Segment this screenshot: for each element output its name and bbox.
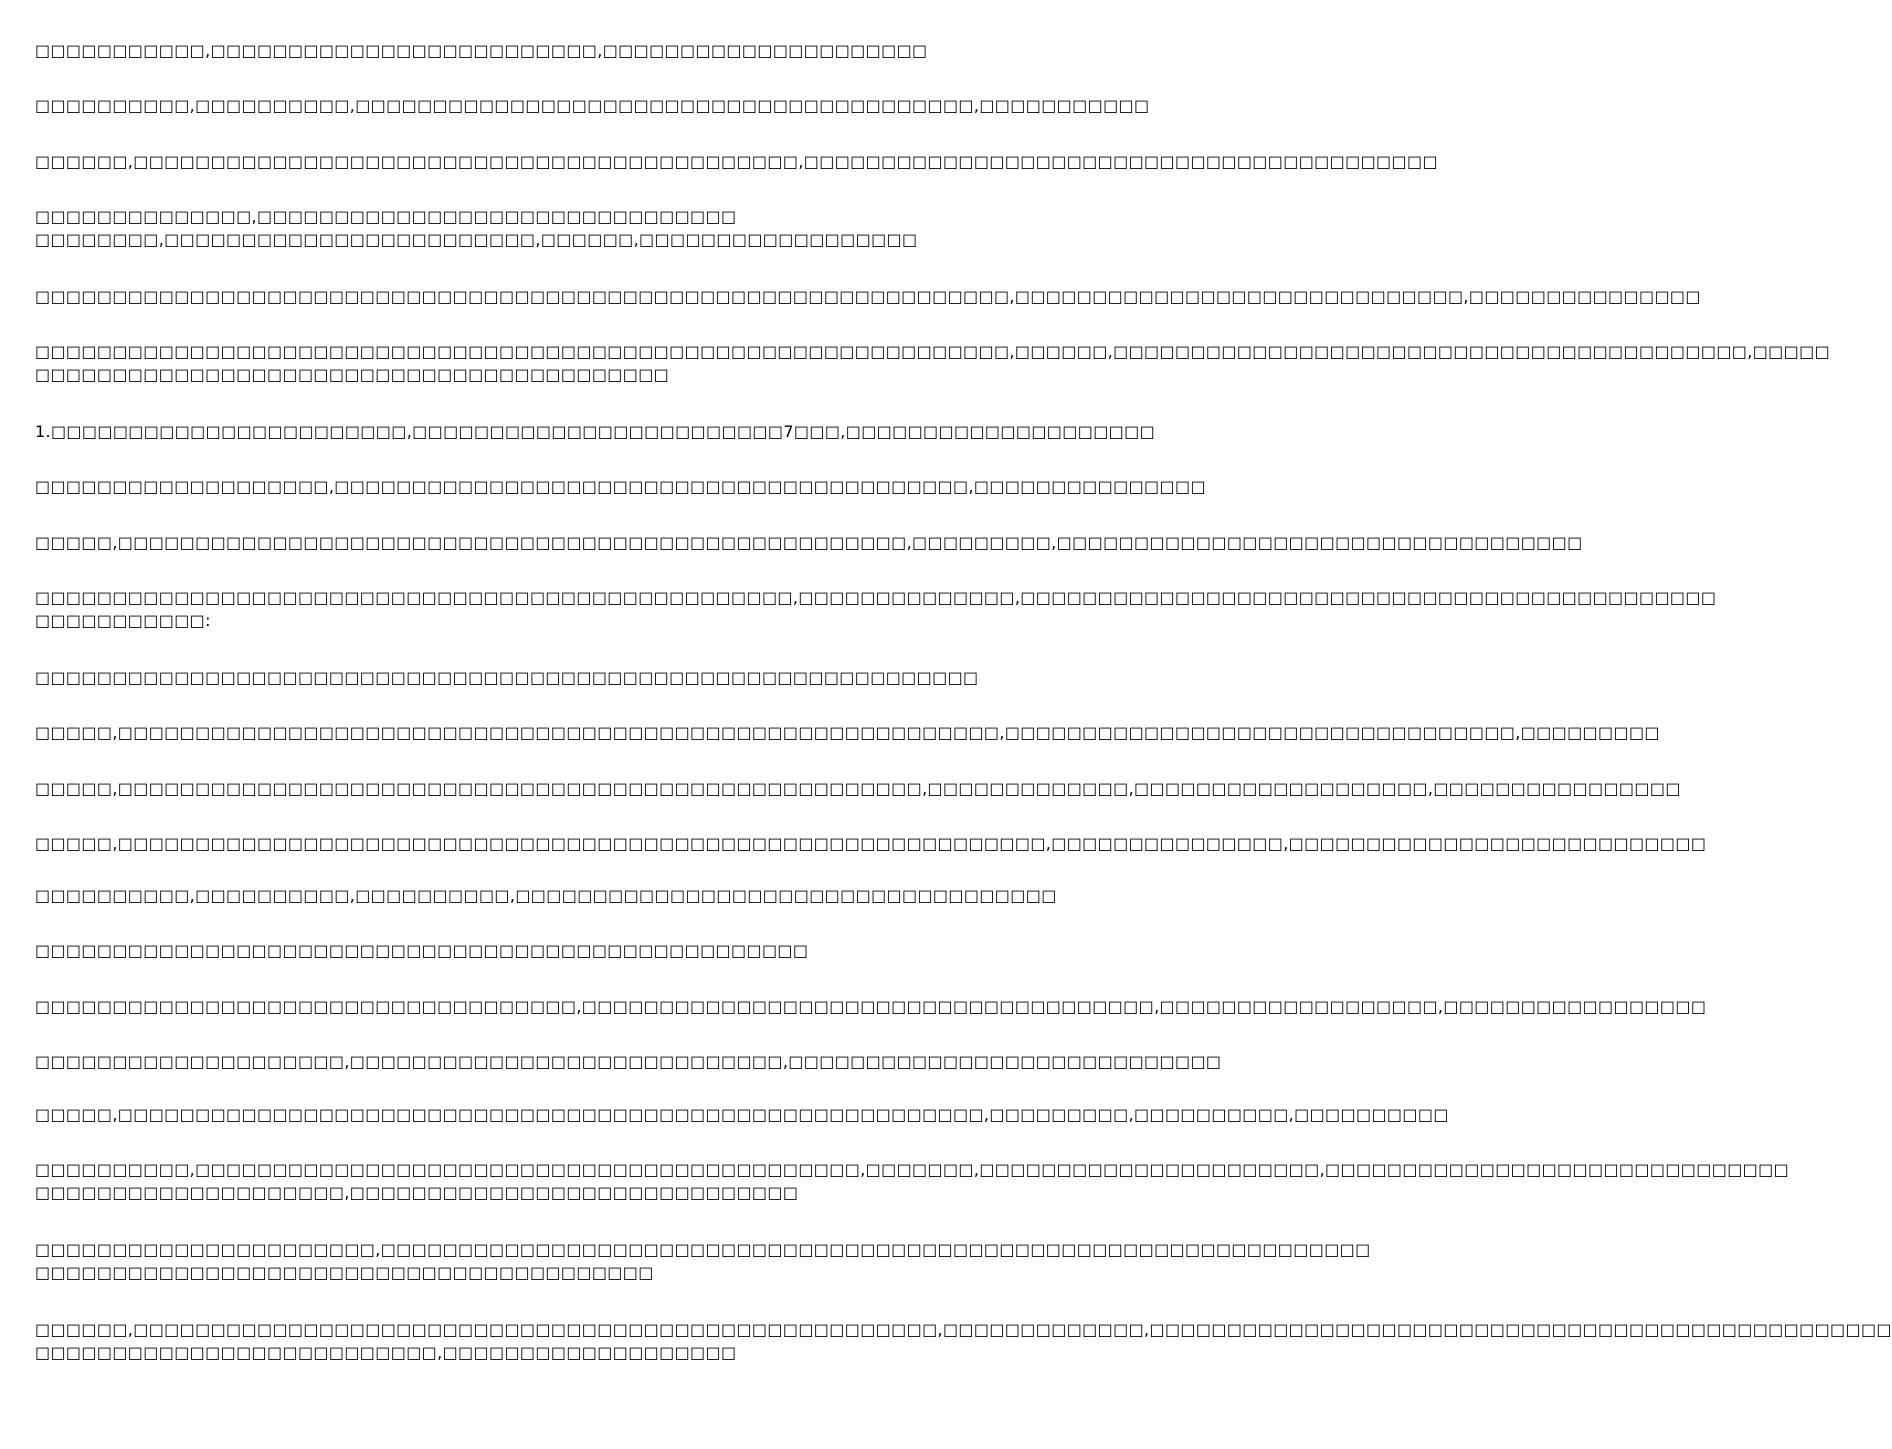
paragraph-line: □□□□□□□□□□□□□□□□□□□□□□□□□□□□□□□□□□□□□□□□□ bbox=[35, 365, 670, 384]
paragraph bbox=[35, 285, 1701, 308]
paragraph bbox=[35, 150, 1438, 173]
paragraph-line: □□□□□□□□□□□□□□□□□□□□□□□□□□□□□□□□□□□,□□□□□□□□□□□□□□□□□□□□□□□□□□□□□□□□□□□□□,□□□□□□□□□□□□□□□□□□,□□□□□□□□□□□□□□□□□ bbox=[35, 997, 1707, 1016]
paragraph-line: □□□□□,□□□□□□□□□□□□□□□□□□□□□□□□□□□□□□□□□□□□□□□□□□□□□□□□□□□□□□□□,□□□□□□□□□,□□□□□□□□□□,□□□□□□□□□□ bbox=[35, 1105, 1449, 1124]
paragraph bbox=[35, 94, 1150, 117]
paragraph bbox=[35, 939, 990, 962]
paragraph-line: □□□□□□□□□□□□□□□□□□□□□□□□□□□□□□□□□□□□□□□□□□□□□□□□□□□□□□□□□□□□□ bbox=[35, 668, 979, 687]
paragraph-line: □□□□□□□□□□,□□□□□□□□□□,□□□□□□□□□□□□□□□□□□□□□□□□□□□□□□□□□□□□□□□□,□□□□□□□□□□□ bbox=[35, 96, 1150, 115]
paragraph-line: □□□□□□□□□□□□□□□□□□□□,□□□□□□□□□□□□□□□□□□□□□□□□□□□□□ bbox=[35, 1183, 799, 1202]
paragraph bbox=[35, 777, 1681, 800]
paragraph-line: □□□□□□□□□□□□□□□□□□□□□□,□□□□□□□□□□□□□□□□□□□□□□□□□□□□□□□□□□□□□□□□□□□□□□□□□□□□□□□□□□□□□□□□ bbox=[35, 1240, 1371, 1259]
paragraph bbox=[35, 420, 1156, 443]
paragraph-line: □□□□□□□□□□□,□□□□□□□□□□□□□□□□□□□□□□□□□,□□□□□□□□□□□□□□□□□□□□□ bbox=[35, 41, 928, 60]
paragraph-line: □□□□□□,□□□□□□□□□□□□□□□□□□□□□□□□□□□□□□□□□□□□□□□□□□□,□□□□□□□□□□□□□□□□□□□□□□□□□□□□□□□□□□□□□□□□□ bbox=[35, 152, 1438, 171]
paragraph-line: □□□□□□□□□□□□□□,□□□□□□□□□□□□□□□□□□□□□□□□□□□□□□□ bbox=[35, 207, 737, 226]
paragraph-line: □□□□□□□□□□,□□□□□□□□□□□□□□□□□□□□□□□□□□□□□□□□□□□□□□□□□□□,□□□□□□□,□□□□□□□□□□□□□□□□□□□□□□,□□□□□□□□□□□□□□□□□□□□□□□□□□□□□□ bbox=[35, 1160, 1790, 1179]
paragraph bbox=[35, 39, 990, 62]
paragraph-line: □□□□□□□□□□□□□□□□□□□□□□□□□□,□□□□□□□□□□□□□□□□□□□ bbox=[35, 1343, 737, 1362]
paragraph-line: □□□□□□□□□□□: bbox=[35, 611, 211, 630]
paragraph-line: □□□□□□□□□□□□□□□□□□□□□□□□□□□□□□□□□□□□□□□□□□□□□□□□□□ bbox=[35, 941, 809, 960]
paragraph bbox=[35, 721, 1660, 744]
paragraph bbox=[35, 205, 990, 251]
paragraph-line: □□□□□□,□□□□□□□□□□□□□□□□□□□□□□□□□□□□□□□□□□□□□□□□□□□□□□□□□□□□,□□□□□□□□□□□□□,□□□□□□□□□□□□□□□□□□□□□□□□□□□□□□□□□□□□□□□□□□□□□□□□ bbox=[35, 1320, 1892, 1339]
paragraph bbox=[35, 995, 1707, 1018]
paragraph-line: □□□□□□□□□□,□□□□□□□□□□,□□□□□□□□□□,□□□□□□□□□□□□□□□□□□□□□□□□□□□□□□□□□□□ bbox=[35, 886, 1057, 905]
paragraph bbox=[35, 531, 1583, 554]
paragraph-line: □□□□□□□□□□□□□□□□□□□□□□□□□□□□□□□□□□□□□□□□□□□□□□□□□□□□□□□□□□□□□□□,□□□□□□,□□□□□□□□□□□□□□□□□□□□□□□□□□□□□□□□□□□□□□□□□,□□□□□ bbox=[35, 342, 1831, 361]
paragraph bbox=[35, 1050, 1222, 1073]
paragraph-line: □□□□□,□□□□□□□□□□□□□□□□□□□□□□□□□□□□□□□□□□□□□□□□□□□□□□□□□□□□□□□□□,□□□□□□□□□□□□□□□□□□□□□□□□□□□□□□□□□,□□□□□□□□□ bbox=[35, 723, 1660, 742]
paragraph-line: □□□□□□□□□□□□□□□□□□□,□□□□□□□□□□□□□□□□□□□□□□□□□□□□□□□□□□□□□□□□□,□□□□□□□□□□□□□□□ bbox=[35, 477, 1206, 496]
paragraph-line: □□□□□,□□□□□□□□□□□□□□□□□□□□□□□□□□□□□□□□□□□□□□□□□□□□□□□□□□□□,□□□□□□□□□□□□□,□□□□□□□□□□□□□□□□□□□,□□□□□□□□□□□□□□□□ bbox=[35, 779, 1681, 798]
paragraph-line: 1.□□□□□□□□□□□□□□□□□□□□□□□,□□□□□□□□□□□□□□□□□□□□□□□□7□□□,□□□□□□□□□□□□□□□□□□□□ bbox=[35, 422, 1156, 441]
paragraph-line: □□□□□,□□□□□□□□□□□□□□□□□□□□□□□□□□□□□□□□□□□□□□□□□□□□□□□□□□□,□□□□□□□□□,□□□□□□□□□□□□□□□□□□□□□□□□□□□□□□□□□□ bbox=[35, 533, 1583, 552]
paragraph bbox=[35, 1158, 1790, 1204]
paragraph bbox=[35, 666, 990, 689]
paragraph-line: □□□□□□□□□□□□□□□□□□□□□□□□□□□□□□□□□□□□□□□□□□□□□□□□□□□□□□□□□□□□□□□,□□□□□□□□□□□□□□□□□□□□□□□□□□□□□,□□□□□□□□□□□□□□□ bbox=[35, 287, 1701, 306]
paragraph bbox=[35, 832, 1707, 855]
paragraph-line: □□□□□□□□□□□□□□□□□□□□,□□□□□□□□□□□□□□□□□□□□□□□□□□□□,□□□□□□□□□□□□□□□□□□□□□□□□□□□□ bbox=[35, 1052, 1222, 1071]
paragraph bbox=[35, 1238, 1371, 1284]
paragraph-line: □□□□□,□□□□□□□□□□□□□□□□□□□□□□□□□□□□□□□□□□□□□□□□□□□□□□□□□□□□□□□□□□□□,□□□□□□□□□□□□□□□,□□□□□□□□□□□□□□□□□□□□□□□□□□□ bbox=[35, 834, 1707, 853]
paragraph-line: □□□□□□□□□□□□□□□□□□□□□□□□□□□□□□□□□□□□□□□□ bbox=[35, 1263, 654, 1282]
paragraph bbox=[35, 1103, 1449, 1126]
paragraph bbox=[35, 586, 1717, 632]
paragraph bbox=[35, 1318, 1892, 1364]
paragraph-line: □□□□□□□□,□□□□□□□□□□□□□□□□□□□□□□□□,□□□□□□,□□□□□□□□□□□□□□□□□□ bbox=[35, 230, 918, 249]
paragraph-line: □□□□□□□□□□□□□□□□□□□□□□□□□□□□□□□□□□□□□□□□□□□□□□□□□,□□□□□□□□□□□□□□,□□□□□□□□□□□□□□□□□□□□□□□□□□□□□□□□□□□□□□□□□□□□□ bbox=[35, 588, 1717, 607]
paragraph bbox=[35, 884, 1057, 907]
paragraph bbox=[35, 475, 1206, 498]
paragraph bbox=[35, 340, 1831, 386]
